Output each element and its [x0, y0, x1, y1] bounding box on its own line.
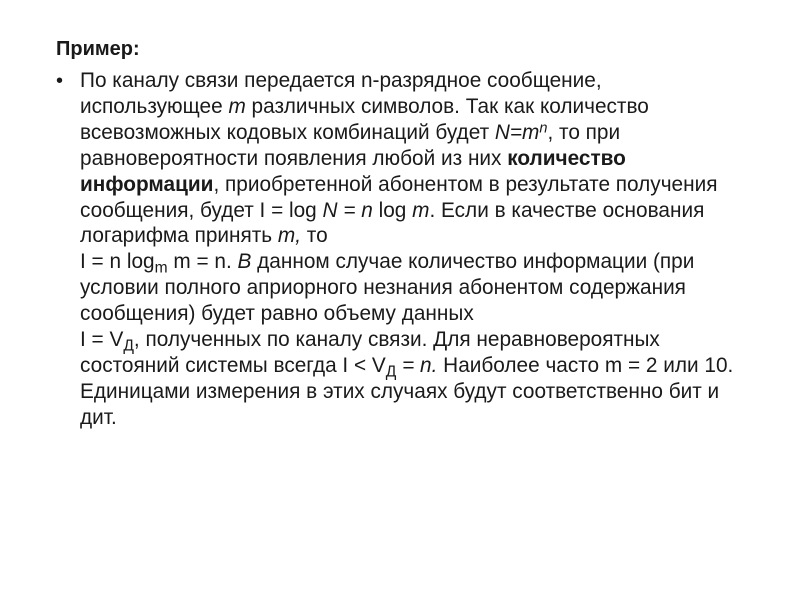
text-run: , приобретенной абонентом в результате получения сообщения, будет I = log: [80, 172, 718, 222]
text-run: данном случае количество информации (при условии полного априорного незнания абонентом содержания сообщения) будет равно объему данных: [80, 250, 695, 326]
bullet-dot-icon: •: [56, 70, 64, 92]
text-run: . Если в качестве основания логарифма принять: [80, 198, 705, 248]
text-run: I = n log: [80, 250, 155, 274]
italic-var: m,: [277, 224, 302, 248]
subscript: m: [154, 260, 168, 278]
text-run: , то при равновероятности появления любой из них: [80, 120, 621, 170]
italic-var: m: [228, 94, 246, 118]
formula: [495, 121, 548, 144]
text-run: По каналу связи передается n-разрядное сообщение, использующее: [80, 69, 602, 118]
italic-formula: = n.: [402, 353, 438, 377]
text-run: Наиболее часто m = 2 или 10. Единицами измерения в этих случаях будут соответственно бит и дит.: [80, 353, 734, 429]
text-run: log: [372, 198, 413, 222]
formula-superscript: n: [539, 120, 548, 137]
text-run: то: [301, 224, 328, 248]
subscript: Д: [385, 363, 397, 381]
bullet-item: [56, 68, 746, 431]
formula-base: N=m: [494, 120, 540, 144]
slide-heading: Пример:: [56, 38, 140, 60]
italic-formula: N = n: [322, 198, 373, 222]
text-run: I = V: [80, 328, 124, 352]
bold-term: количество информации: [80, 146, 626, 196]
italic-letter: В: [237, 250, 252, 274]
subscript: Д: [123, 337, 134, 355]
text-run: , полученных по каналу связи. Для неравновероятных состояний системы всегда I < V: [80, 328, 660, 377]
italic-var: m: [412, 198, 430, 222]
text-run: m = n.: [167, 250, 238, 274]
text-run: различных символов. Так как количество всевозможных кодовых комбинаций будет: [80, 94, 649, 144]
bullet-paragraph: [80, 68, 735, 431]
